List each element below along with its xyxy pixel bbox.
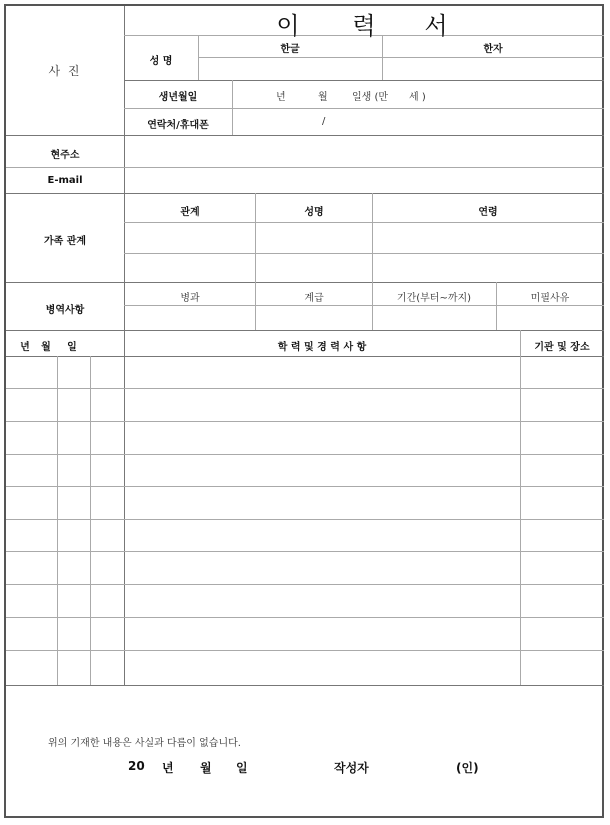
- birth-year-unit: 년: [276, 92, 286, 103]
- military-col-exempt: 미필사유: [530, 293, 570, 304]
- address-label: 현주소: [50, 150, 80, 161]
- footer-month-unit: 월: [200, 761, 212, 775]
- resume-form-frame: [4, 4, 604, 818]
- email-label: E-mail: [47, 175, 83, 186]
- footer-day-unit: 일: [236, 761, 248, 775]
- title-char-1: 이: [276, 12, 300, 40]
- contact-label: 연락처/휴대폰: [147, 120, 209, 131]
- family-col-age: 연령: [478, 207, 498, 218]
- history-col-year: 년: [20, 342, 30, 353]
- name-hangul-label: 한글: [280, 44, 300, 55]
- declaration-text: 위의 기재한 내용은 사실과 다름이 없습니다.: [48, 738, 241, 749]
- family-col-relation: 관계: [180, 207, 200, 218]
- footer-year-prefix: 20: [128, 759, 145, 773]
- history-col-org: 기관 및 장소: [534, 342, 590, 353]
- family-col-name: 성명: [304, 207, 324, 218]
- family-label: 가족 관계: [43, 236, 87, 247]
- name-hanja-label: 한자: [483, 44, 503, 55]
- military-col-rank: 계급: [304, 293, 324, 304]
- footer-year-unit: 년: [162, 761, 174, 775]
- history-col-month: 월: [41, 342, 51, 353]
- title-char-2: 력: [352, 12, 376, 40]
- military-label: 병역사항: [45, 305, 85, 316]
- military-col-period: 기간(부터~까지): [396, 293, 472, 304]
- birth-label: 생년월일: [158, 92, 198, 103]
- name-label: 성 명: [149, 56, 173, 67]
- birth-age-unit: 세 ): [409, 92, 426, 103]
- history-col-day: 일: [67, 342, 77, 353]
- contact-separator: /: [322, 116, 326, 127]
- seal-label: (인): [456, 761, 479, 775]
- title-char-3: 서: [424, 12, 448, 40]
- history-col-history: 학 력 및 경 력 사 항: [277, 342, 367, 353]
- birth-month-unit: 월: [318, 92, 328, 103]
- birth-day-age: 일생 (만: [352, 92, 389, 103]
- military-col-branch: 병과: [180, 293, 200, 304]
- photo-label: 사 진: [48, 64, 82, 78]
- author-label: 작성자: [334, 761, 369, 775]
